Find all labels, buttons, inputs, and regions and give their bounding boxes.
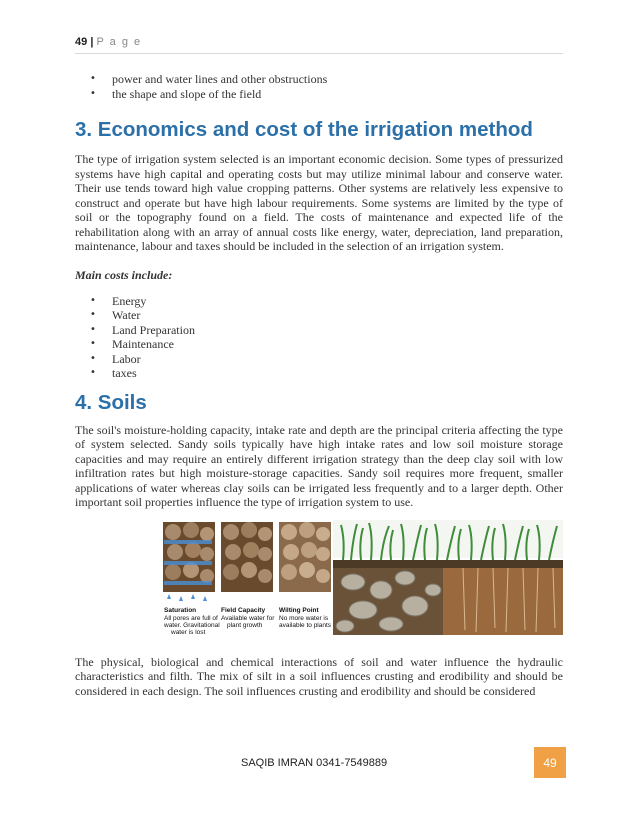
saturation-title: Saturation <box>164 606 197 614</box>
footer-text: SAQIB IMRAN 0341-7549889 <box>241 757 388 769</box>
header-page-number: 49 <box>75 36 88 48</box>
saturation-desc: All pores are full of <box>164 614 218 622</box>
list-item: • the shape and slope of the field <box>112 87 563 102</box>
section-4-paragraph: The soil's moisture-holding capacity, intake rate and depth are the principal criteria affecting the type of system selected. Sandy soils typically have high intake rates and low soil moisture storage capacities and may require an entirely different irrigation strategy than the deep clay soil with low infiltration rates but high moisture-storage capacities. Sandy soil requires more frequent, smaller applications of water whereas clay soils can be irrigated less frequently and to a larger depth. Other important soil properties influence the type of irrigation system to use. <box>75 422 563 509</box>
soil-figure <box>161 520 563 635</box>
list-item: • Maintenance <box>112 337 563 352</box>
header-separator: | <box>90 36 94 48</box>
wilting-point-desc: No more water is <box>279 614 329 622</box>
field-capacity-title: Field Capacity <box>221 606 266 614</box>
section-3-heading: 3. Economics and cost of the irrigation method <box>75 118 533 141</box>
section-4-paragraph-2: The physical, biological and chemical interactions of soil and water influence the hydraulic characteristics and filth. The mix of silt in a soil influences crusting and erodibility and should be considered in each design. The soil influences crusting and erodibility and should be considered <box>75 654 563 698</box>
field-capacity-desc: Available water for <box>221 614 275 622</box>
saturation-desc: water. Gravitational <box>164 621 220 629</box>
list-item: • Water <box>112 308 563 323</box>
wilting-point-desc: available to plants <box>279 621 332 629</box>
wilting-point-title: Wilting Point <box>279 606 319 614</box>
footer-page-number-badge: 49 <box>534 747 566 778</box>
list-item: • Land Preparation <box>112 323 563 338</box>
list-item: • Energy <box>112 294 563 309</box>
saturation-desc: water is lost <box>171 628 206 635</box>
page-content <box>75 72 563 698</box>
section-4-heading: 4. Soils <box>75 390 147 414</box>
header-page-word: P a g e <box>96 36 142 48</box>
top-bullet-list <box>75 72 563 101</box>
costs-list <box>75 294 563 381</box>
soil-profile-photo <box>333 520 563 635</box>
soil-water-states-diagram <box>161 520 333 635</box>
main-costs-label: Main costs include: <box>75 267 173 282</box>
page-header <box>75 36 142 48</box>
list-item: • taxes <box>112 366 563 381</box>
list-item: • power and water lines and other obstructions <box>112 72 563 87</box>
list-item: • Labor <box>112 352 563 367</box>
field-capacity-desc: plant growth <box>227 621 263 629</box>
header-divider <box>75 53 563 54</box>
section-3-paragraph: The type of irrigation system selected is an important economic decision. Some types of pressurized systems have high capital and operating costs but may utilize minimal labour and conserve water. Their use tends toward high value cropping patterns. Other systems are relatively less expensive to construct and operate but have high labour requirements. Some systems are limited by the type of soil or the topography found on a field. The costs of maintenance and expected life of the rehabilitation along with an array of annual costs like energy, water, depreciation, land preparation, maintenance, labour and taxes should be included in the selection of an irrigation system. <box>75 152 563 253</box>
